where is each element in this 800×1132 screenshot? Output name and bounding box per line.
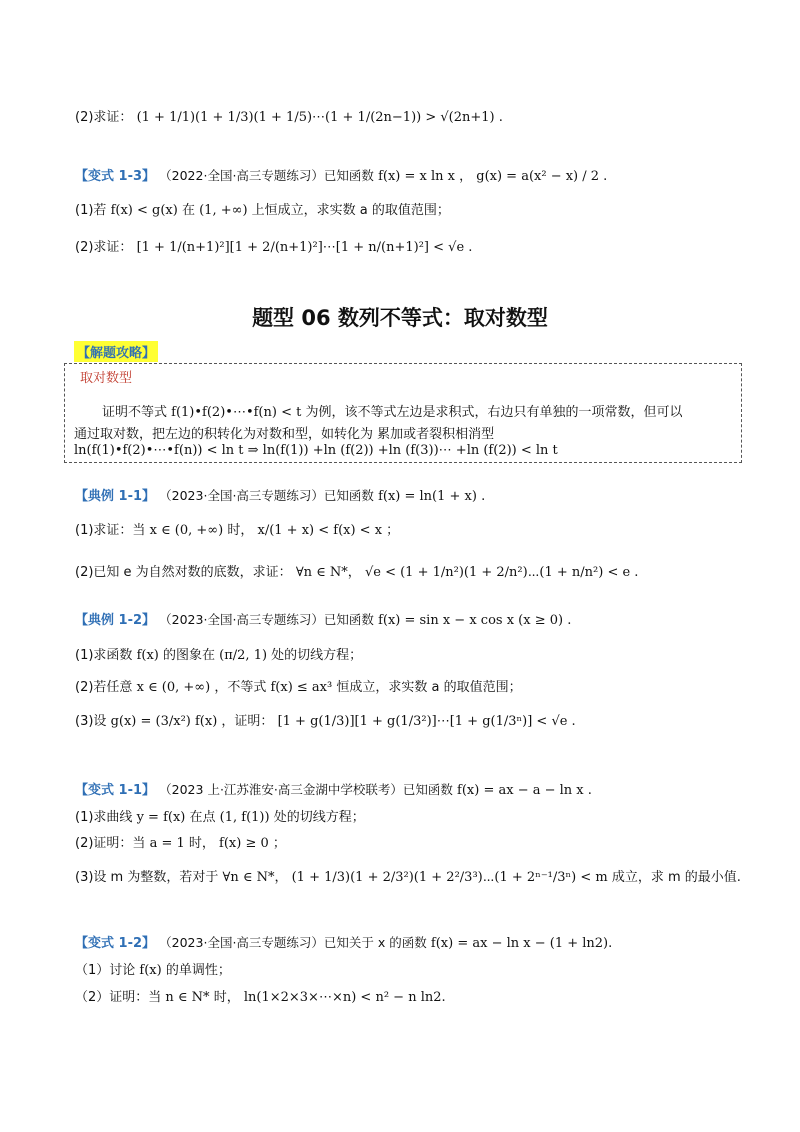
example-1-1-q2-expr: √e < (1 + 1/n²)(1 + 2/n²)⋯(1 + n/n²) < e .: [364, 565, 639, 580]
variant-1-2-q1: [75, 961, 231, 981]
variant-1-3-q2-expr: [1 + 1/(n+1)²][1 + 2/(n+1)²]⋯[1 + n/(n+1)²] < √e .: [136, 240, 473, 255]
example-1-2-q2-expr: f(x) ≤ ax³: [270, 680, 333, 695]
example-1-2-source: （2023·全国·高三专题练习）已知函数: [159, 612, 374, 627]
variant-1-1-tag: 【变式 1-1】: [75, 783, 156, 798]
example-1-1-q1-label: (1)求证：当: [75, 523, 146, 538]
variant-1-2-q1-end: 的单调性；: [165, 963, 231, 978]
variant-1-2-fx: f(x) = ax − ln x − (1 + ln2).: [430, 936, 613, 951]
example-1-1-q2-cond: ∀n ∈ N*，: [295, 565, 361, 580]
strategy-line-1-b: 为例，该不等式左边是求积式，右边只有单独的一项常数，但可以: [305, 405, 683, 420]
variant-1-3-source: （2022·全国·高三专题练习）已知函数: [159, 168, 374, 183]
example-1-1-q1-expr: x/(1 + x) < f(x) < x ；: [257, 523, 400, 538]
strategy-line-1-expr: f(1)•f(2)•⋯•f(n) < t: [171, 405, 302, 420]
variant-1-3-tag: 【变式 1-3】: [75, 169, 156, 184]
variant-1-3-q1-label: (1)若: [75, 203, 107, 218]
variant-1-1-q3-expr: (1 + 1/3)(1 + 2/3²)(1 + 2²/3³)⋯(1 + 2ⁿ⁻¹/3ⁿ) < m: [291, 870, 608, 885]
variant-1-1-q3-label: (3)设 m 为整数，若对于: [75, 870, 219, 885]
example-1-1-q1: [75, 521, 399, 541]
variant-1-1-header: [75, 780, 592, 801]
variant-1-1-q1-curve: y = f(x): [136, 810, 186, 825]
strategy-line-3: ln(f(1)•f(2)•⋯•f(n)) < ln t ⇒ ln(f(1)) +ln (f(2)) +ln (f(3))⋯ +ln (f(2)) < ln t: [74, 443, 558, 458]
variant-1-3-q1-expr: f(x) < g(x): [110, 203, 178, 218]
example-1-1-q2: [75, 563, 638, 583]
example-1-2-q3-mid: ，证明：: [221, 714, 274, 729]
variant-1-2-q2: [75, 988, 446, 1008]
strategy-box-title: 取对数型: [80, 371, 133, 386]
variant-1-1-q3: [75, 868, 741, 888]
variant-1-1-q2: [75, 834, 286, 854]
variant-1-3-gx: g(x) = a(x² − x) / 2 .: [476, 169, 608, 184]
prove-2-label: (2)求证：: [75, 110, 133, 125]
example-1-2-q2: [75, 678, 522, 698]
example-1-1-q1-cond: x ∈ (0, +∞): [149, 523, 224, 538]
strategy-line-2: 通过取对数，把左边的积转化为对数和型，如转化为 累加或者裂积相消型: [74, 427, 495, 442]
variant-1-2-source: （2023·全国·高三专题练习）已知关于 x 的函数: [159, 935, 427, 950]
variant-1-3-q1: [75, 201, 450, 221]
variant-1-1-q1-mid: 在点: [189, 810, 216, 825]
example-1-1-source: （2023·全国·高三专题练习）已知函数: [159, 488, 374, 503]
variant-1-1-q2-mid: 时，: [188, 836, 215, 851]
example-1-2-q2-mid: ，不等式: [214, 680, 267, 695]
variant-1-1-q3-end: 成立，求 m 的最小值.: [611, 870, 741, 885]
variant-1-2-q2-expr: ln(1×2×3×⋯×n) < n² − n ln2.: [243, 990, 446, 1005]
example-1-1-q1-mid: 时，: [227, 523, 254, 538]
example-1-2-q1-fx: f(x): [136, 648, 159, 663]
variant-1-3-q2-label: (2)求证：: [75, 240, 133, 255]
example-1-2-tag: 【典例 1-2】: [75, 613, 156, 628]
example-1-1-fx: f(x) = ln(1 + x) .: [378, 489, 486, 504]
example-1-2-q2-end: 恒成立，求实数 a 的取值范围；: [336, 680, 522, 695]
variant-1-3-q2: [75, 238, 472, 258]
example-1-2-q3-def: g(x) = (3/x²) f(x): [110, 714, 218, 729]
example-1-2-q1: [75, 646, 362, 666]
variant-1-3-fx: f(x) = x ln x ，: [378, 169, 473, 184]
variant-1-1-fx: f(x) = ax − a − ln x .: [457, 783, 592, 798]
variant-1-1-source: （2023 上·江苏淮安·高三金湖中学校联考）已知函数: [159, 782, 453, 797]
variant-1-2-q2-mid: 时，: [213, 990, 240, 1005]
example-1-1-header: [75, 486, 485, 507]
example-1-2-header: [75, 610, 571, 631]
variant-1-1-q2-cond: a = 1: [149, 836, 185, 851]
variant-1-1-q1-point: (1, f(1)): [219, 810, 270, 825]
variant-1-1-q2-label: (2)证明：当: [75, 836, 146, 851]
example-1-2-q3: [75, 712, 576, 732]
variant-1-3-q1-mid: 在: [181, 203, 195, 218]
variant-1-2-q2-cond: n ∈ N*: [165, 990, 210, 1005]
prove-2-expression: (1 + 1/1)(1 + 1/3)(1 + 1/5)⋯(1 + 1/(2n−1)) > √(2n+1) .: [136, 110, 503, 125]
example-1-2-fx: f(x) = sin x − x cos x (x ≥ 0) .: [378, 613, 572, 628]
variant-1-2-q2-label: （2）证明：当: [75, 990, 162, 1005]
example-1-1-tag: 【典例 1-1】: [75, 489, 156, 504]
example-1-2-q2-label: (2)若任意: [75, 680, 133, 695]
example-1-2-q1-mid: 的图象在: [163, 648, 216, 663]
variant-1-1-q2-expr: f(x) ≥ 0 ；: [219, 836, 286, 851]
variant-1-1-q1-label: (1)求曲线: [75, 810, 133, 825]
variant-1-1-q1: [75, 808, 365, 828]
section-title: 题型 06 数列不等式：取对数型: [252, 306, 548, 330]
variant-1-2-q1-fx: f(x): [139, 963, 162, 978]
example-1-1-q2-text: (2)已知 e 为自然对数的底数，求证：: [75, 565, 292, 580]
example-1-2-q1-end: 处的切线方程；: [271, 648, 363, 663]
example-1-2-q1-label: (1)求函数: [75, 648, 133, 663]
variant-1-1-q1-end: 处的切线方程；: [273, 810, 365, 825]
example-1-2-q2-cond: x ∈ (0, +∞): [136, 680, 211, 695]
strategy-line-1: [102, 403, 682, 423]
variant-1-1-q3-cond: ∀n ∈ N*，: [222, 870, 288, 885]
prove-2-line: [75, 108, 503, 128]
strategy-badge: 【解题攻略】: [74, 341, 158, 362]
example-1-2-q3-label: (3)设: [75, 714, 107, 729]
variant-1-3-q1-range: (1, +∞): [199, 203, 248, 218]
example-1-2-q3-expr: [1 + g(1/3)][1 + g(1/3²)]⋯[1 + g(1/3ⁿ)] < √e .: [277, 714, 576, 729]
variant-1-2-q1-label: （1）讨论: [75, 963, 136, 978]
variant-1-2-tag: 【变式 1-2】: [75, 936, 156, 951]
variant-1-3-q1-end: 上恒成立，求实数 a 的取值范围；: [251, 203, 450, 218]
strategy-line-1-a: 证明不等式: [102, 405, 168, 420]
variant-1-2-header: [75, 933, 612, 954]
example-1-2-q1-point: (π/2, 1): [219, 648, 268, 663]
variant-1-3-header: [75, 166, 607, 187]
